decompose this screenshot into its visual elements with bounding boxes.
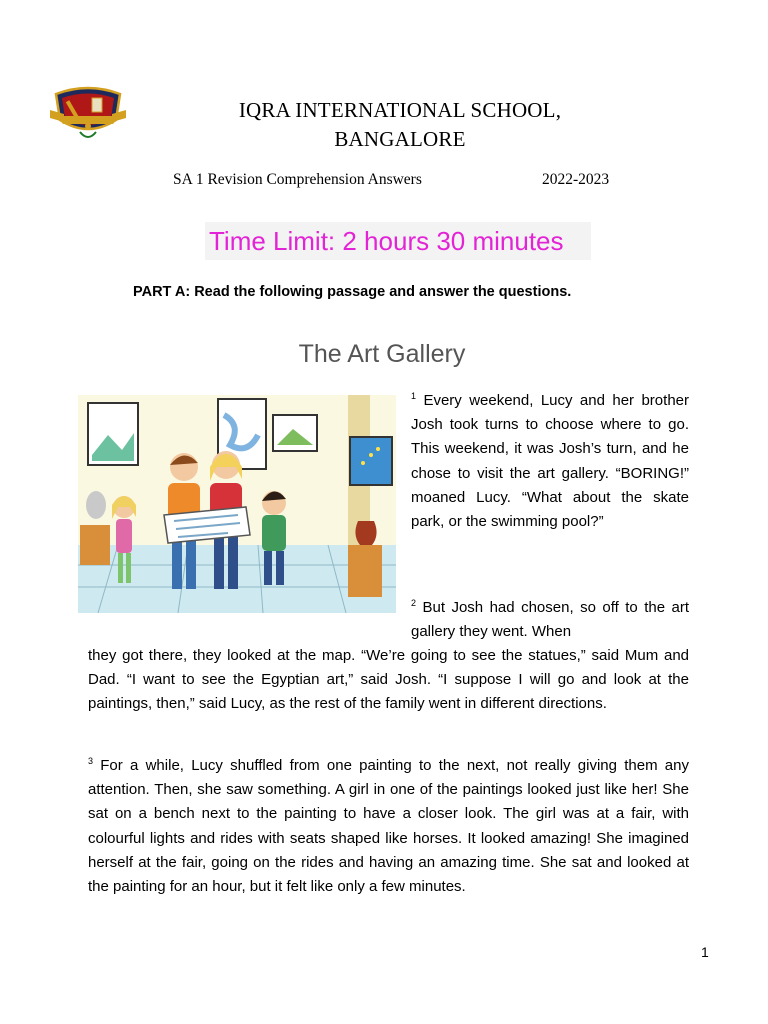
paragraph-2-rest: they got there, they looked at the map. “We’re going to see the statues,” said Mum and Dad. “I want to see the Egyptian art,” said Josh. “I suppose I will go and look at the paintings, then,” said Lucy, as the rest of the family went in different directions. (88, 647, 689, 713)
school-name-line2: BANGALORE (334, 127, 466, 151)
school-crest-logo (50, 80, 126, 146)
academic-year: 2022-2023 (542, 171, 610, 188)
paragraph-3-number: 3 (88, 756, 94, 766)
paragraph-1-number: 1 (411, 391, 417, 401)
school-name-line1: IQRA INTERNATIONAL SCHOOL, (238, 98, 562, 122)
paragraph-2-start-text: But Josh had chosen, so off to the art gallery they went. When (411, 599, 690, 641)
paragraph-3-text: For a while, Lucy shuffled from one painting to the next, not really giving them any attention. Then, she saw something. A girl in one of the paintings looked just like her! She sat on a bench next to the painting to have a closer look. The girl was at a fair, with colourful lights and rides with seats shaped like horses. It looked amazing! She imagined herself at the fair, going on the rides and having an amazing time. She sat and looked at the painting for an hour, but it felt like only a few minutes. (88, 757, 689, 896)
school-name (150, 96, 650, 154)
paragraph-2-start (411, 596, 689, 644)
paragraph-3 (88, 754, 689, 899)
paragraph-1 (411, 389, 689, 534)
exam-title: SA 1 Revision Comprehension Answers (173, 171, 422, 188)
paragraph-2-number: 2 (411, 598, 417, 608)
part-a-instruction: PART A: Read the following passage and answer the questions. (133, 284, 572, 300)
passage-title: The Art Gallery (298, 340, 466, 368)
art-gallery-illustration (78, 395, 396, 613)
time-limit: Time Limit: 2 hours 30 minutes (205, 222, 591, 260)
paragraph-1-text: Every weekend, Lucy and her brother Josh took turns to choose where to go. This weekend, it was Josh’s turn, and he chose to visit the art gallery. “BORING!” moaned Lucy. “What about the skate park, or the swimming pool?” (411, 392, 689, 531)
page-number: 1 (701, 944, 709, 960)
